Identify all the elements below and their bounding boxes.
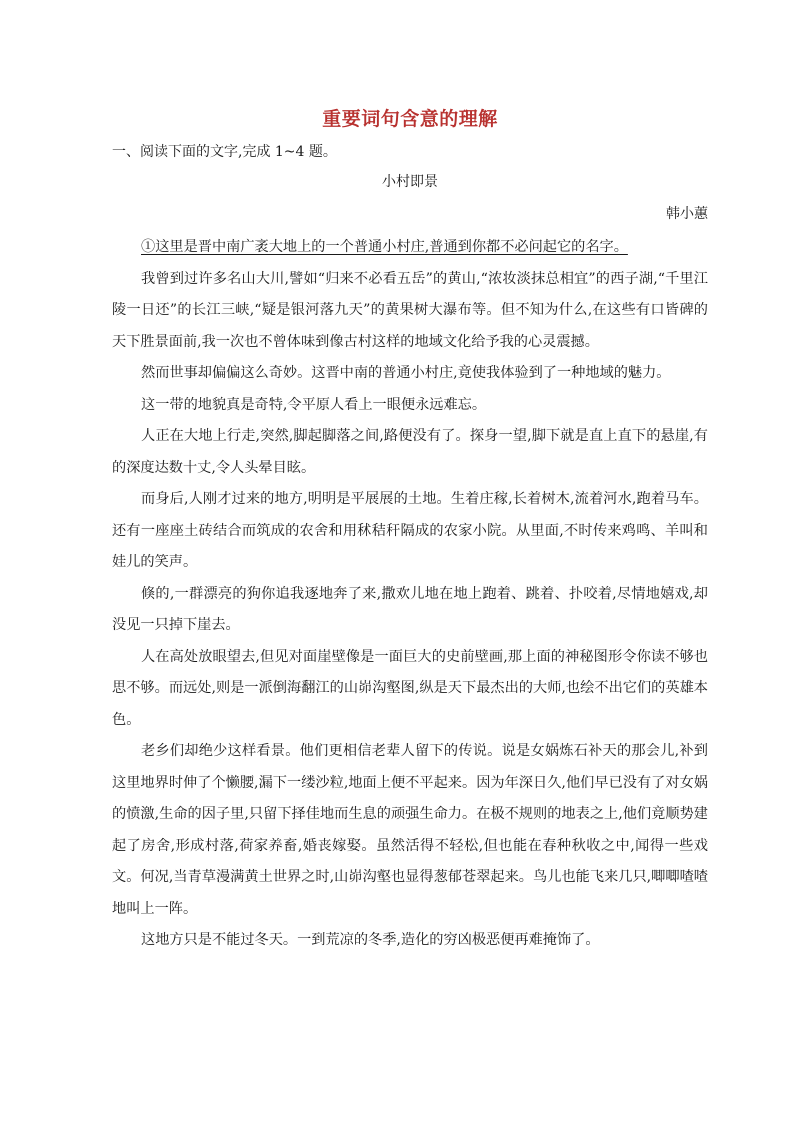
story-title: 小村即景 bbox=[382, 174, 438, 190]
document-title: 重要词句含意的理解 bbox=[322, 108, 498, 130]
story-author: 韩小蕙 bbox=[666, 206, 708, 222]
paragraph-1 bbox=[112, 232, 708, 264]
paragraph-2: 我曾到过许多名山大川,譬如“归来不必看五岳”的黄山,“浓妆淡抹总相宜”的西子湖,“千里江陵一日还”的长江三峡,“疑是银河落九天”的黄果树大瀑布等。但不知为什么,在这些有口皆碑的天下胜景面前,我一次也不曾体味到像古村这样的地域文化给予我的心灵震撼。 bbox=[112, 270, 708, 350]
document-page bbox=[112, 100, 708, 957]
paragraph-8: 人在高处放眼望去,但见对面崖壁像是一面巨大的史前壁画,那上面的神秘图形令你读不够也思不够。而远处,则是一派倒海翻江的山峁沟壑图,纵是天下最杰出的大师,也绘不出它们的英雄本色。 bbox=[112, 648, 708, 728]
paragraph-7: 倏的,一群漂亮的狗你追我逐地奔了来,撒欢儿地在地上跑着、跳着、扑咬着,尽情地嬉戏,却没见一只掉下崖去。 bbox=[112, 585, 708, 633]
paragraph-9: 老乡们却绝少这样看景。他们更相信老辈人留下的传说。说是女娲炼石补天的那会儿,补到这里地界时伸了个懒腰,漏下一缕沙粒,地面上便不平起来。因为年深日久,他们早已没有了对女娲的愤激,生命的因子里,只留下择佳地而生息的顽强生命力。在极不规则的地表之上,他们竟顺势建起了房舍,形成村落,荷家养畜,婚丧嫁娶。虽然活得不轻松,但也能在春种秋收之中,闻得一些戏文。何况,当青草漫满黄土世界之时,山峁沟壑也显得葱郁苍翠起来。鸟儿也能飞来几只,唧唧喳喳地叫上一阵。 bbox=[112, 743, 708, 917]
paragraph-6: 而身后,人刚才过来的地方,明明是平展展的土地。生着庄稼,长着树木,流着河水,跑着马车。还有一座座土砖结合而筑成的农舍和用秫秸秆隔成的农家小院。从里面,不时传来鸡鸣、羊叫和娃儿的笑声。 bbox=[112, 491, 708, 570]
paragraph-3: 然而世事却偏偏这么奇妙。这晋中南的普通小村庄,竟使我体验到了一种地域的魅力。 bbox=[141, 365, 671, 381]
paragraph-10: 这地方只是不能过冬天。一到荒凉的冬季,造化的穷凶极恶便再难掩饰了。 bbox=[141, 932, 600, 948]
underlined-sentence: ①这里是晋中南广袤大地上的一个普通小村庄,普通到你都不必问起它的名字。 bbox=[141, 239, 628, 255]
paragraph-4: 这一带的地貌真是奇特,令平原人看上一眼便永远难忘。 bbox=[141, 396, 487, 413]
paragraph-5: 人正在大地上行走,突然,脚起脚落之间,路便没有了。探身一望,脚下就是直上直下的悬崖,有的深度达数十丈,令人头晕目眩。 bbox=[112, 428, 708, 476]
question-instruction: 一、阅读下面的文字,完成 1~4 题。 bbox=[112, 144, 337, 160]
